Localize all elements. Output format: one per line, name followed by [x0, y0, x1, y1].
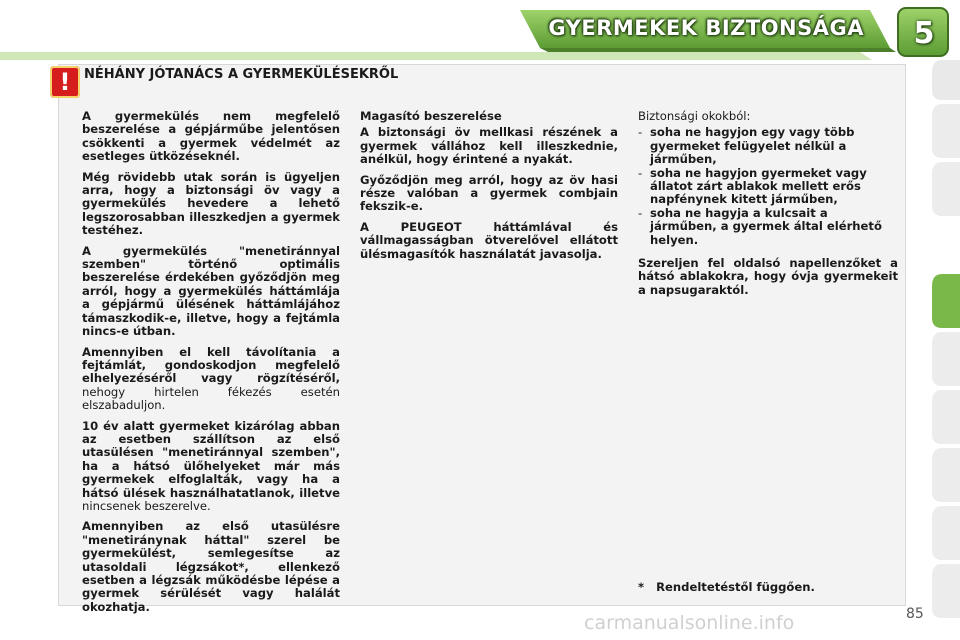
- paragraph-text: nincsenek beszerelve.: [82, 498, 211, 513]
- emphasis-text: a lehető legszorosabban: [82, 196, 340, 224]
- paragraph: Győződjön meg arról, hogy az öv hasi része valóban a gyermek combjain fekszik-e.: [360, 172, 618, 214]
- column-right: [638, 110, 898, 304]
- page-number: 85: [906, 606, 924, 622]
- side-tab: [932, 390, 960, 444]
- footnote-text: Rendeltetéstől függően.: [656, 580, 815, 594]
- section-title: NÉHÁNY JÓTANÁCS A GYERMEKÜLÉSEKRŐL: [84, 67, 399, 82]
- safety-list: [638, 126, 898, 247]
- emphasis-text: Amennyiben el kell távolítania a fejtámlát, gondoskodjon megfelelő elhelyezéséről vagy rögzítéséről,: [82, 344, 340, 386]
- side-tab: [932, 162, 960, 216]
- paragraph-text: Még rövidebb utak során is ügyeljen arra, hogy a biztonsági öv vagy a gyermekülés hevedere: [82, 169, 340, 211]
- column-middle: [360, 110, 618, 268]
- paragraph: Szereljen fel oldalsó napellenzőket a hátsó ablakokra, hogy óvja gyermekeit a napsugaraktól.: [638, 256, 898, 297]
- paragraph: [82, 420, 340, 514]
- paragraph: Amennyiben az első utasülésre "menetiránynak háttal" szerel be gyermekülést, semlegesítse az utasoldali légzsákot*, ellenkező esetben a légzsák működésbe lépése a gyermek sérülését vagy halálát okozhatja.: [82, 519, 340, 614]
- list-item: - soha ne hagyjon egy vagy több gyermeket felügyelet nélkül a járműben,: [638, 126, 898, 166]
- list-item: - soha ne hagyja a kulcsait a járműben, a gyermek által elérhető helyen.: [638, 207, 898, 247]
- paragraph: Biztonsági okokból:: [638, 109, 751, 123]
- chapter-number-badge: 5: [913, 15, 935, 51]
- paragraph-text: 10 év alatt gyermeket kizárólag abban az esetben szállítson az első utasülésen "menetiránnyal szemben", ha a hátsó ülőhelyeket már más gyermekek elfoglalták, vagy ha a hátsó ülések használhatatlanok, illetve: [82, 418, 340, 500]
- subheading: Magasító beszerelése: [360, 109, 502, 123]
- side-tab: [932, 104, 960, 158]
- side-tab: [932, 332, 960, 386]
- watermark: carmanualsonline.info: [584, 612, 795, 634]
- paragraph: A PEUGEOT háttámlával és vállmagasságban ötverelővel ellátott ülésmagasítók használatát javasolja.: [360, 219, 618, 261]
- paragraph: [82, 346, 340, 413]
- paragraph: A gyermekülés nem megfelelő beszerelése a gépjárműbe jelentősen csökkenti a gyermek védelmét az esetleges ütközéseknél.: [82, 109, 340, 164]
- side-tab: [932, 60, 960, 100]
- paragraph: A biztonsági öv mellkasi részének a gyermek vállához kell illeszkednie, anélkül, hogy érintené a nyakát.: [360, 125, 618, 167]
- chapter-side-tabs: [928, 60, 960, 640]
- side-tab: [932, 564, 960, 618]
- footnote: [638, 580, 815, 594]
- side-tab-active: [932, 274, 960, 328]
- side-tab: [932, 506, 960, 560]
- paragraph-text: illeszkedjen a gyermek testéhez.: [82, 209, 340, 238]
- paragraph-text: nehogy hirtelen fékezés esetén elszabaduljon.: [82, 384, 340, 413]
- side-tab: [932, 448, 960, 502]
- exclamation-icon: !: [50, 66, 80, 98]
- footnote-marker: *: [638, 580, 645, 594]
- list-item: - soha ne hagyjon gyermeket vagy állatot zárt ablakok mellett erős napfénynek kitett járműben,: [638, 167, 898, 207]
- page-title: GYERMEKEK BIZTONSÁGA: [548, 16, 864, 40]
- paragraph: [82, 171, 340, 238]
- paragraph: A gyermekülés "menetiránnyal szemben" történő optimális beszerelése érdekében győződjön meg arról, hogy a gyermekülés háttámlája a gépjármű ülésének háttámlájához támaszkodik-e, illetve, hogy a fejtámla nincs-e útban.: [82, 243, 340, 339]
- column-left: [82, 110, 340, 621]
